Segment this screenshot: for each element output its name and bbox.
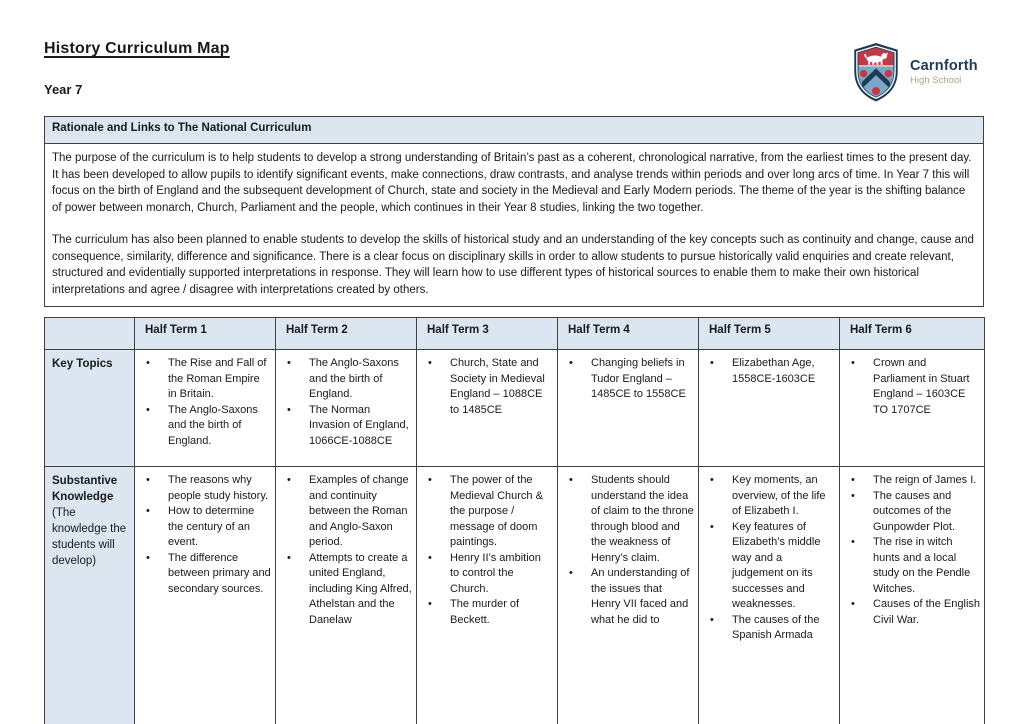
column-header-half-term-5: Half Term 5 xyxy=(699,318,840,350)
column-header-half-term-3: Half Term 3 xyxy=(417,318,558,350)
school-name: Carnforth xyxy=(910,58,978,74)
bullet-item: • How to determine the century of an event. xyxy=(141,504,271,551)
rationale-body xyxy=(45,144,983,306)
bullet-item: • Students should understand the idea of claim to the throne through blood and the weakness of Henry’s claim. xyxy=(564,473,694,566)
rationale-header: Rationale and Links to The National Curriculum xyxy=(45,117,983,144)
row-label-note: (The knowledge the students will develop) xyxy=(52,507,127,567)
bullet-item: • The murder of Beckett. xyxy=(423,597,553,628)
cell-substantive-ht4 xyxy=(558,467,699,724)
row-label-key-topics xyxy=(45,350,135,467)
bullet-item: • Elizabethan Age, 1558CE-1603CE xyxy=(705,356,835,387)
bullet-item: • Crown and Parliament in Stuart England – 1603CE TO 1707CE xyxy=(846,356,980,418)
cell-key-topics-ht4 xyxy=(558,350,699,467)
cell-key-topics-ht6 xyxy=(840,350,985,467)
bullet-item: • Attempts to create a united England, including King Alfred, Athelstan and the Danelaw xyxy=(282,551,412,629)
bullet-item: • The power of the Medieval Church & the purpose / message of doom paintings. xyxy=(423,473,553,551)
column-header-half-term-1: Half Term 1 xyxy=(135,318,276,350)
bullet-item: • Key features of Elizabeth’s middle way and a judgement on its successes and weaknesses. xyxy=(705,520,835,613)
column-header-half-term-6: Half Term 6 xyxy=(840,318,985,350)
cell-key-topics-ht1 xyxy=(135,350,276,467)
cell-substantive-ht3 xyxy=(417,467,558,724)
bullet-item: • The reign of James I. xyxy=(846,473,980,489)
school-logo-text xyxy=(910,58,978,86)
school-crest-icon xyxy=(853,42,899,102)
bullet-item: • The causes of the Spanish Armada xyxy=(705,613,835,644)
bullet-item: • Key moments, an overview, of the life of Elizabeth I. xyxy=(705,473,835,520)
cell-substantive-ht5 xyxy=(699,467,840,724)
school-logo xyxy=(853,42,978,102)
bullet-item: • The reasons why people study history. xyxy=(141,473,271,504)
bullet-item: • Henry II’s ambition to control the Church. xyxy=(423,551,553,598)
page-title: History Curriculum Map xyxy=(44,40,230,57)
bullet-item: • Church, State and Society in Medieval England – 1088CE to 1485CE xyxy=(423,356,553,418)
column-header-half-term-4: Half Term 4 xyxy=(558,318,699,350)
bullet-item: • An understanding of the issues that Henry VII faced and what he did to xyxy=(564,566,694,628)
bullet-item: • The Norman Invasion of England, 1066CE-1088CE xyxy=(282,403,412,450)
bullet-item: • The Rise and Fall of the Roman Empire in Britain. xyxy=(141,356,271,403)
bullet-item: • The difference between primary and secondary sources. xyxy=(141,551,271,598)
bullet-item: • Changing beliefs in Tudor England – 1485CE to 1558CE xyxy=(564,356,694,403)
table-row-substantive-knowledge xyxy=(45,467,985,724)
bullet-item: • The Anglo-Saxons and the birth of England. xyxy=(282,356,412,403)
bullet-item: • The causes and outcomes of the Gunpowder Plot. xyxy=(846,489,980,536)
cell-substantive-ht1 xyxy=(135,467,276,724)
bullet-item: • The Anglo-Saxons and the birth of England. xyxy=(141,403,271,450)
page-subtitle: Year 7 xyxy=(44,82,83,97)
cell-substantive-ht6 xyxy=(840,467,985,724)
bullet-item: • The rise in witch hunts and a local study on the Pendle Witches. xyxy=(846,535,980,597)
row-label-substantive-knowledge xyxy=(45,467,135,724)
table-row-key-topics xyxy=(45,350,985,467)
row-label-text: Substantive Knowledge xyxy=(52,475,118,503)
cell-key-topics-ht3 xyxy=(417,350,558,467)
cell-key-topics-ht5 xyxy=(699,350,840,467)
row-label-text: Key Topics xyxy=(52,358,113,370)
curriculum-table xyxy=(44,317,985,724)
rationale-section xyxy=(44,116,984,307)
rationale-paragraph-2: The curriculum has also been planned to enable students to develop the skills of historical study and an understanding of the key concepts such as continuity and change, cause and consequence, similarity, difference and significance. There is a clear focus on disciplinary skills in order to allow students to pursue historically valid enquiries and create relevant, structured and evidentially supported interpretations in response. They will learn how to use different types of historical sources to enable them to make their own historical interpretations and agree / disagree with interpretations created by others. xyxy=(52,234,974,296)
corner-cell xyxy=(45,318,135,350)
bullet-item: • Causes of the English Civil War. xyxy=(846,597,980,628)
school-type: High School xyxy=(910,75,962,86)
bullet-item: • Examples of change and continuity between the Roman and Anglo-Saxon period. xyxy=(282,473,412,551)
cell-substantive-ht2 xyxy=(276,467,417,724)
rationale-paragraph-1: The purpose of the curriculum is to help students to develop a strong understanding of Britain’s past as a coherent, chronological narrative, from the earliest times to the present day. It has been developed to allow pupils to identify significant events, make connections, draw contrasts, and analyse trends within periods and over long arcs of time. In Year 7 this will focus on the birth of England and the subsequent development of Church, state and society in the Medieval and Early Modern periods. The theme of the year is the shifting balance of power between monarch, Church, Parliament and the people, which continues in their Year 8 studies, linking the two together. xyxy=(52,152,972,214)
table-header-row xyxy=(45,318,985,350)
column-header-half-term-2: Half Term 2 xyxy=(276,318,417,350)
cell-key-topics-ht2 xyxy=(276,350,417,467)
